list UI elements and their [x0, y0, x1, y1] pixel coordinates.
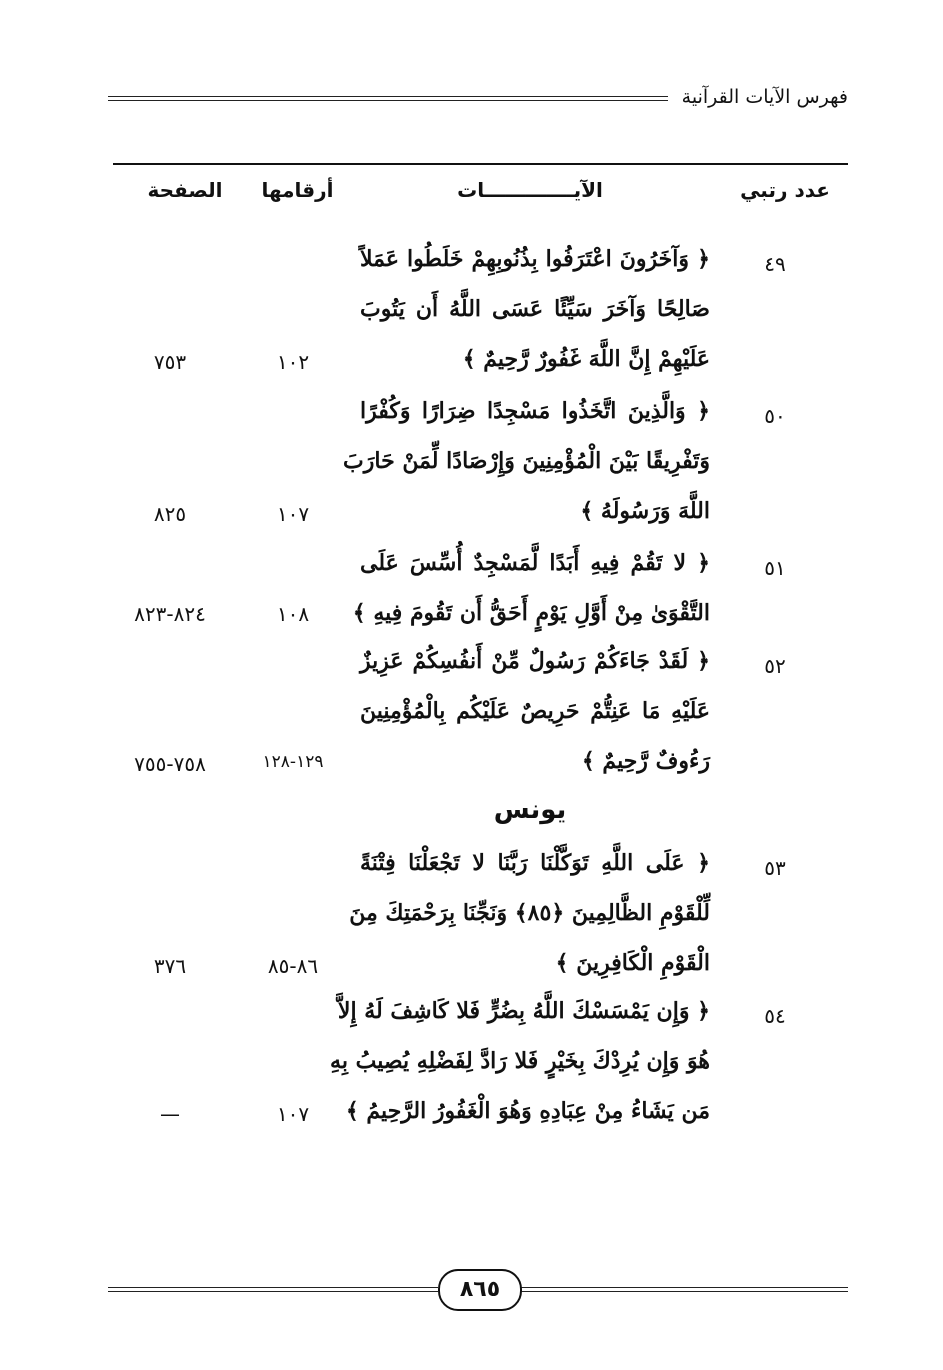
page-footer: [108, 1265, 848, 1311]
header-rule: [108, 96, 668, 97]
col-serial: عدد رتبي: [740, 178, 830, 202]
page-ref: ٧٥٣: [153, 350, 187, 374]
row-serial: ٥١: [764, 556, 786, 580]
verse-line: لِّلْقَوْمِ الظَّالِمِينَ ﴿٨٥﴾ وَنَجِّنَا بِرَحْمَتِكَ مِنَ: [349, 900, 710, 926]
verse-line: وَتَفْرِيقًا بَيْنَ الْمُؤْمِنِينَ وَإِرْصَادًا لِّمَنْ حَارَبَ: [343, 448, 710, 474]
page-ref: —: [160, 1102, 180, 1126]
footer-rule: [518, 1287, 848, 1288]
verse-line: ﴿ وَإِن يَمْسَسْكَ اللَّهُ بِضُرٍّ فَلا كَاشِفَ لَهُ إِلاَّ: [337, 998, 710, 1024]
running-header: [108, 78, 848, 118]
surah-heading: يونس: [493, 795, 567, 825]
verse-line: عَلَيْهِ مَا عَنِتُّمْ حَرِيصٌ عَلَيْكُم بِالْمُؤْمِنِينَ: [360, 698, 710, 724]
ayah-numbers: ٨٦-٨٥: [267, 954, 319, 978]
row-serial: ٥٤: [764, 1004, 786, 1028]
page-number: ٨٦٥: [438, 1269, 522, 1311]
verse-line: ﴿ وَآخَرُونَ اعْتَرَفُوا بِذُنُوبِهِمْ خَلَطُوا عَمَلاً: [360, 246, 710, 272]
row-serial: ٥٠: [764, 404, 786, 428]
verse-line: عَلَيْهِمْ إِنَّ اللَّهَ غَفُورٌ رَّحِيمٌ ﴾: [462, 346, 710, 372]
verse-line: ﴿ لَقَدْ جَاءَكُمْ رَسُولٌ مِّنْ أَنفُسِكُمْ عَزِيزٌ: [360, 648, 710, 674]
page-ref: ٧٥٨-٧٥٥: [134, 752, 206, 776]
verse-line: هُوَ وَإِن يُرِدْكَ بِخَيْرٍ فَلا رَادَّ لِفَضْلِهِ يُصِيبُ بِهِ: [330, 1048, 710, 1074]
verse-line: مَن يَشَاءُ مِنْ عِبَادِهِ وَهُوَ الْغَفُورُ الرَّحِيمُ ﴾: [345, 1098, 710, 1124]
verse-line: ﴿ لا تَقُمْ فِيهِ أَبَدًا لَّمَسْجِدٌ أُسِّسَ عَلَى: [360, 550, 710, 576]
page-ref: ٣٧٦: [153, 954, 187, 978]
col-verses: الآيـــــــــــــات: [457, 178, 603, 202]
row-serial: ٥٢: [764, 654, 786, 678]
ayah-numbers: ١٠٧: [276, 502, 310, 526]
ayah-numbers: ١٢٩-١٢٨: [262, 752, 324, 772]
verse-line: صَالِحًا وَآخَرَ سَيِّئًا عَسَى اللَّهُ أَن يَتُوبَ: [360, 296, 710, 322]
ayah-numbers: ١٠٨: [276, 602, 310, 626]
ayah-numbers: ١٠٢: [276, 350, 310, 374]
table-top-rule: [113, 163, 848, 165]
footer-rule: [518, 1291, 848, 1292]
row-serial: ٤٩: [764, 252, 786, 276]
verse-line: ﴿ عَلَى اللَّهِ تَوَكَّلْنَا رَبَّنَا لا تَجْعَلْنَا فِتْنَةً: [360, 850, 710, 876]
page-ref: ٨٢٤-٨٢٣: [134, 602, 206, 626]
footer-rule: [108, 1287, 438, 1288]
page-ref: ٨٢٥: [153, 502, 187, 526]
verse-line: ﴿ وَالَّذِينَ اتَّخَذُوا مَسْجِدًا ضِرَارًا وَكُفْرًا: [360, 398, 710, 424]
col-numbers: أرقامها: [261, 178, 334, 202]
header-rule: [108, 100, 668, 101]
verse-line: الْقَوْمِ الْكَافِرِينَ ﴾: [555, 950, 710, 976]
header-title: فهرس الآيات القرآنية: [672, 86, 848, 108]
col-page: الصفحة: [147, 178, 223, 202]
verse-line: اللَّهَ وَرَسُولَهُ ﴾: [580, 498, 710, 524]
verse-line: رَءُوفٌ رَّحِيمٌ ﴾: [581, 748, 710, 774]
verse-line: التَّقْوَىٰ مِنْ أَوَّلِ يَوْمٍ أَحَقُّ أَن تَقُومَ فِيهِ ﴾: [352, 600, 710, 626]
row-serial: ٥٣: [764, 856, 786, 880]
footer-rule: [108, 1291, 438, 1292]
ayah-numbers: ١٠٧: [276, 1102, 310, 1126]
